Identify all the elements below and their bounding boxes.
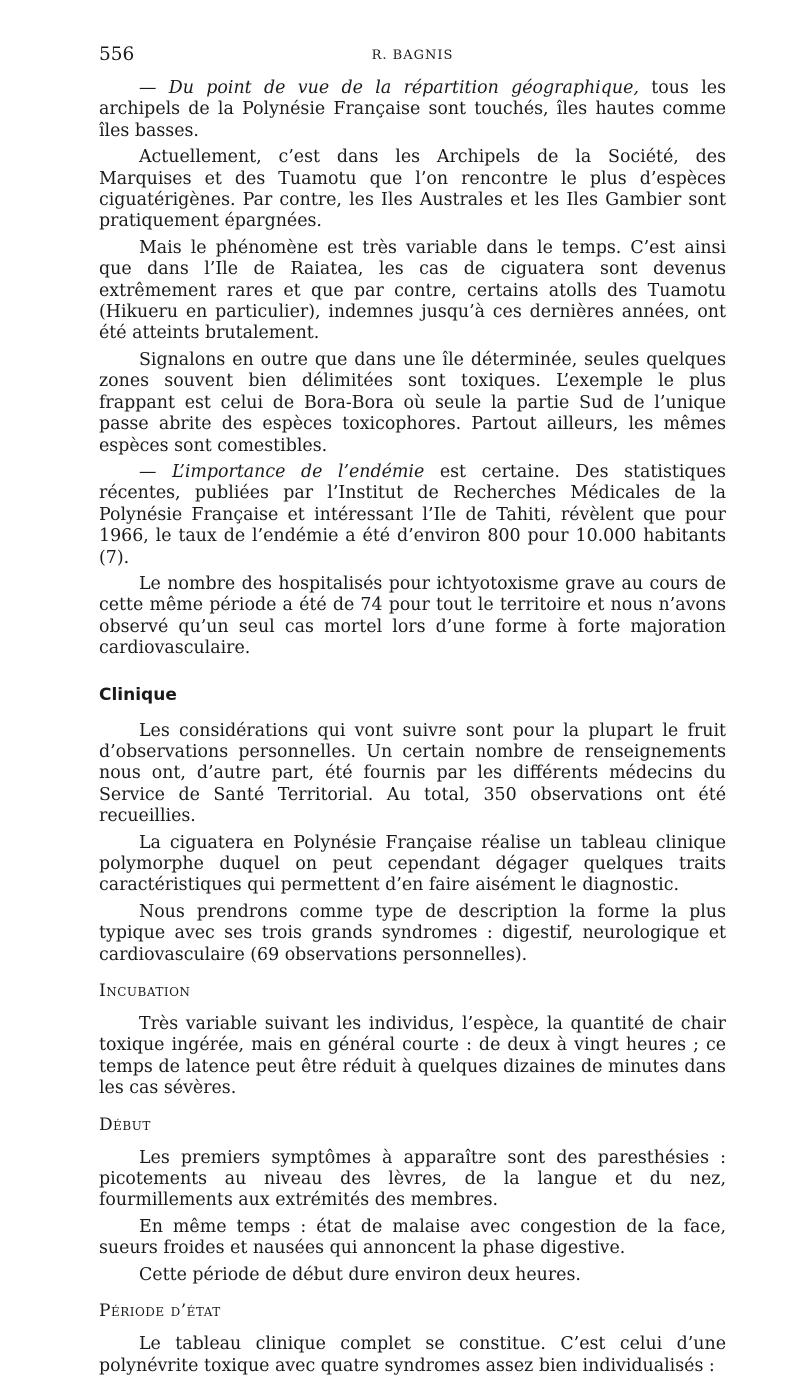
paragraph-clinique-observations: Les considérations qui vont suivre sont pour la plupart le fruit d’observations personnelles. Un certain nombre de renseignements nous ont, d’autre part, été fournis par les différents médecins du Service de Santé Territorial. Au total, 350 observations ont été recueillies. xyxy=(99,720,726,827)
paragraph-incubation: Très variable suivant les individus, l’espèce, la quantité de chair toxique ingérée, mais en général courte : de deux à vingt heures ; ce temps de latence peut être réduit à quelques dizaines de minutes dans les cas sévères. xyxy=(99,1014,726,1099)
paragraph-lead-italic: — Du point de vue de la répartition géographique, xyxy=(139,78,639,98)
paragraph-clinique-polymorph: La ciguatera en Polynésie Française réalise un tableau clinique polymorphe duquel on peut cependant dégager quelques traits caractéristiques qui permettent d’en faire aisément le diagnostic. xyxy=(99,832,726,896)
paragraph-lead-italic: — L’importance de l’endémie xyxy=(139,461,425,482)
paragraph-hospitalized: Le nombre des hospitalisés pour ichtyotoxisme grave au cours de cette même période a été de 74 pour tout le territoire et nous n’avons observé qu’un seul cas mortel lors d’une forme à forte majoration cardiovasculaire. xyxy=(99,573,726,659)
running-head xyxy=(99,44,726,70)
subheading-debut: Début xyxy=(99,1114,151,1135)
paragraph-toxic-zones: Signalons en outre que dans une île déterminée, seules quelques zones souvent bien délimitées sont toxiques. L’exemple le plus frappant est celui de Bora-Bora où seule la partie Sud de l’unique passe abrite des espèces toxicophores. Partout ailleurs, les mêmes espèces sont comestibles. xyxy=(99,349,726,456)
paragraph-endemic-importance xyxy=(99,462,726,569)
section-title-clinique: Clinique xyxy=(99,684,177,705)
subheading-incubation: Incubation xyxy=(99,981,191,1002)
paragraph-variability: Mais le phénomène est très variable dans le temps. C’est ainsi que dans l’Ile de Raiatea, les cas de ciguatera sont devenus extrêmement rares et que par contre, certains atolls des Tuamotu (Hikueru en particulier), indemnes jusqu’à ces dernières années, ont été atteints brutalement. xyxy=(99,237,726,344)
paragraph-text: est certaine. Des statistiques récentes, publiées par l’Institut de Recherches Médicales de la Polynésie Française et intéressant l’Ile de Tahiti, révèlent que pour 1966, le taux de l’endémie a été d’environ 800 pour 10.000 habitants (7). xyxy=(99,461,726,568)
page-number: 556 xyxy=(99,44,135,65)
paragraph-clinique-description: Nous prendrons comme type de description la forme la plus typique avec ses trois grands syndromes : digestif, neurologique et cardiovasculaire (69 observations personnelles). xyxy=(99,901,726,965)
paragraph-periode-etat: Le tableau clinique complet se constitue. C’est celui d’une polynévrite toxique avec quatre syndromes assez bien individualisés : xyxy=(99,1334,726,1376)
subheading-periode-etat: Période d’état xyxy=(99,1301,221,1322)
paragraph-debut-malaise: En même temps : état de malaise avec congestion de la face, sueurs froides et nausées qui annoncent la phase digestive. xyxy=(99,1216,726,1259)
paragraph-debut-paresthesia: Les premiers symptômes à apparaître sont des paresthésies : picotements au niveau des lèvres, de la langue et du nez, fourmillements aux extrémités des membres. xyxy=(99,1147,726,1211)
paragraph-archipelagos: Actuellement, c’est dans les Archipels de la Société, des Marquises et des Tuamotu que l’on rencontre le plus d’espèces ciguatérigènes. Par contre, les Iles Australes et les Iles Gambier sont pratiquement épargnées. xyxy=(99,147,726,232)
running-head-author: R. BAGNIS xyxy=(371,48,454,63)
paragraph-text: tous les archipels de la Polynésie Française sont touchés, îles hautes comme îles basses. xyxy=(99,78,726,141)
paragraph-geographic-distribution xyxy=(99,78,726,142)
paragraph-debut-duration: Cette période de début dure environ deux heures. xyxy=(139,1264,581,1285)
